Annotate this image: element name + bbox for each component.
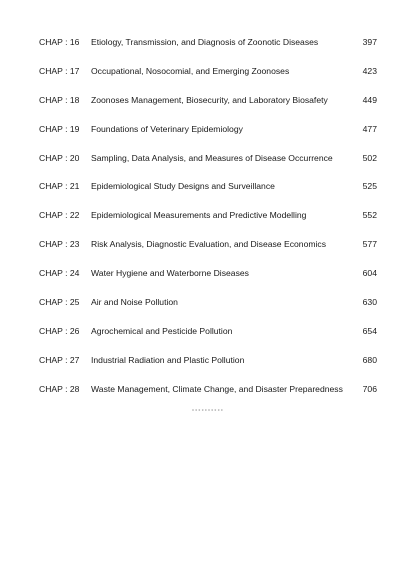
toc-entry	[0, 322, 416, 351]
end-ornament: °°°°°°°°°°	[192, 409, 224, 415]
chapter-title: Epidemiological Measurements and Predictive Modelling	[91, 210, 307, 221]
chapter-title: Occupational, Nosocomial, and Emerging Zoonoses	[91, 65, 290, 76]
page-number: 477	[362, 123, 377, 134]
chapter-number: CHAP : 28	[39, 383, 80, 394]
toc-entry	[0, 235, 416, 264]
chapter-number: CHAP : 25	[39, 297, 80, 308]
chapter-title: Air and Noise Pollution	[91, 297, 178, 308]
toc-entry	[0, 264, 416, 293]
page-number: 604	[362, 268, 377, 279]
chapter-title: Etiology, Transmission, and Diagnosis of Zoonotic Diseases	[91, 37, 319, 47]
chapter-number: CHAP : 24	[39, 268, 80, 279]
chapter-title: Zoonoses Management, Biosecurity, and Laboratory Biosafety	[91, 94, 328, 105]
chapter-number: CHAP : 16	[39, 37, 80, 47]
chapter-title: Foundations of Veterinary Epidemiology	[91, 123, 243, 134]
chapter-number: CHAP : 19	[39, 123, 80, 134]
page-number: 654	[362, 325, 377, 336]
table-of-contents	[0, 33, 416, 409]
chapter-number: CHAP : 18	[39, 94, 80, 105]
chapter-number: CHAP : 20	[39, 152, 80, 163]
chapter-title: Sampling, Data Analysis, and Measures of Disease Occurrence	[91, 152, 333, 163]
toc-entry	[0, 206, 416, 235]
chapter-number: CHAP : 27	[39, 354, 80, 365]
page-number: 449	[362, 94, 377, 105]
chapter-number: CHAP : 26	[39, 325, 80, 336]
chapter-number: CHAP : 22	[39, 210, 80, 221]
toc-entry	[0, 91, 416, 120]
page-number: 706	[362, 383, 377, 394]
chapter-title: Waste Management, Climate Change, and Disaster Preparedness	[91, 383, 343, 394]
page-number: 525	[362, 181, 377, 192]
toc-entry	[0, 351, 416, 380]
chapter-title: Risk Analysis, Diagnostic Evaluation, and Disease Economics	[91, 239, 327, 250]
chapter-number: CHAP : 17	[39, 65, 80, 76]
page-number: 552	[362, 210, 377, 221]
page-number: 397	[362, 37, 377, 47]
chapter-number: CHAP : 23	[39, 239, 80, 250]
toc-entry	[0, 120, 416, 149]
toc-entry	[0, 380, 416, 409]
chapter-title: Industrial Radiation and Plastic Pollution	[91, 354, 245, 365]
toc-entry	[0, 177, 416, 206]
chapter-title: Agrochemical and Pesticide Pollution	[91, 325, 233, 336]
chapter-title: Epidemiological Study Designs and Surveillance	[91, 181, 275, 192]
chapter-number: CHAP : 21	[39, 181, 80, 192]
page-number: 502	[362, 152, 377, 163]
toc-entry	[0, 62, 416, 91]
toc-entry	[0, 33, 416, 62]
chapter-title: Water Hygiene and Waterborne Diseases	[91, 268, 249, 279]
page-number: 630	[362, 297, 377, 308]
toc-entry	[0, 293, 416, 322]
toc-entry	[0, 149, 416, 178]
page-number: 423	[362, 65, 377, 76]
page-number: 577	[362, 239, 377, 250]
page-number: 680	[362, 354, 377, 365]
